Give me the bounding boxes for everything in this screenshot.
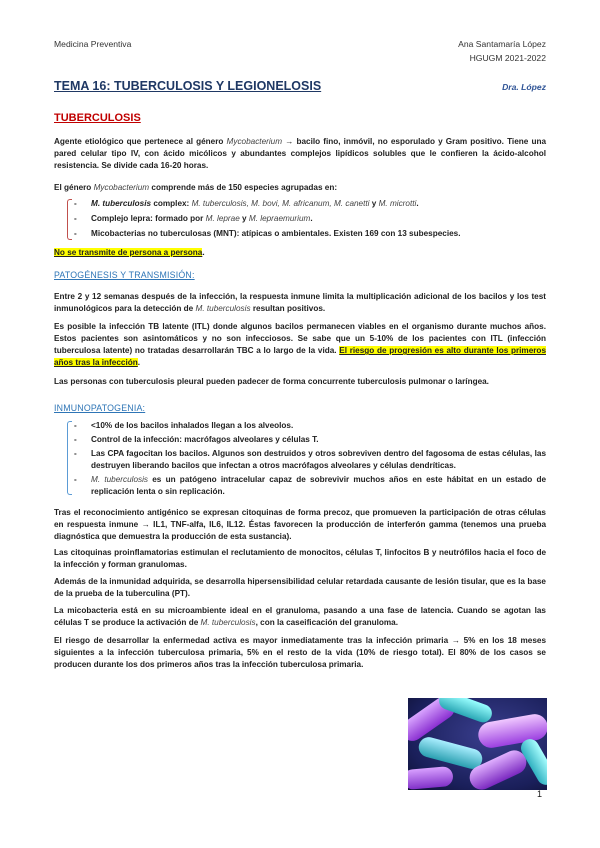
text-run: Entre 2 y 12 semanas después de la infección, la respuesta inmune limita la multiplicación adicional de los bacilos y los test inmunológicos para la detección de xyxy=(54,292,546,314)
text-run: El riesgo de desarrollar la enfermedad activa es mayor inmediatamente tras la infección primaria → 5% en los 18 meses siguientes a la infección tuberculosa primaria, 5% en el resto de la vida (10% de riesgo total). El 80% de los casos se producen durante los dos primeros años tras la infección tuberculosa primaria. xyxy=(54,636,546,670)
text-run: y xyxy=(369,199,379,208)
text-run: . xyxy=(137,358,141,368)
italic-text: M. tuberculosis xyxy=(195,304,251,314)
list-item xyxy=(70,420,546,432)
list-item xyxy=(70,448,546,472)
text-run: La micobacteria está en su microambiente ideal en el granuloma, pasando a una fase de latencia. Cuando se agotan las células T se produce la activación de xyxy=(54,606,546,628)
italic-text: M. tuberculosis xyxy=(200,618,256,628)
text-run: Control de la infección: macrófagos alveolares y células T. xyxy=(91,435,319,445)
highlighted-text: No se transmite de persona a persona xyxy=(54,248,203,257)
section-heading: TUBERCULOSIS xyxy=(54,112,141,124)
list-item xyxy=(70,474,546,498)
italic-text: M. tuberculosis, M. bovi, M. africanum, M. canetti xyxy=(191,199,370,208)
text-run: complex: xyxy=(151,199,192,208)
italic-text: Mycobacterium xyxy=(93,183,150,192)
list-item xyxy=(70,228,546,240)
list-item xyxy=(70,198,546,210)
page-number: 1 xyxy=(537,789,543,799)
text-run: Complejo lepra: formado por xyxy=(91,214,206,224)
italic-text: M. tuberculosis xyxy=(91,475,149,485)
subheading-text: PATOGÉNESIS Y TRANSMISIÓN xyxy=(54,270,192,280)
paragraph xyxy=(54,182,546,194)
species-list xyxy=(70,198,546,243)
text-run: → bacilo fino, inmóvil, no esporulado y Gram positivo. Tiene una pared celular tipo IV, con ácido micólicos y abundantes complejos lipídicos solubles que le confieren la ácido-alcohol resistencia. Se divide cada 16-20 horas. xyxy=(54,137,546,171)
list-item xyxy=(70,434,546,446)
text-run: resultan positivos. xyxy=(250,304,326,314)
italic-text: M. microtti xyxy=(378,199,417,208)
text-run: El género xyxy=(54,183,94,192)
lecturer: Dra. López xyxy=(502,82,546,92)
italic-text: M. leprae xyxy=(205,214,240,224)
text-run: comprende más de 150 especies agrupadas en: xyxy=(149,183,338,192)
paragraph xyxy=(54,547,546,571)
paragraph xyxy=(54,605,546,629)
inmuno-list xyxy=(70,420,546,502)
list-item xyxy=(70,213,546,225)
subheading-text: INMUNOPATOGENIA xyxy=(54,403,143,413)
text-run: Es posible la infección TB latente (ITL) donde algunos bacilos permanecen viables en el organismo durante muchos años. Estos pacientes son asintomáticos y no son infecciosos. Se sabe que un 5-10% de los pacientes con ITL (infección tuberculosa latente) no tratadas desarrollarán TBC a lo largo de la vida. xyxy=(54,322,546,356)
bacteria-image xyxy=(408,698,547,790)
paragraph xyxy=(54,136,546,172)
text-run: Las citoquinas proinflamatorias estimulan el reclutamiento de monocitos, células T, linfocitos B y neutrófilos hacia el foco de la infección y forman granulomas. xyxy=(54,548,546,570)
text-run: , con la caseificación del granuloma. xyxy=(255,618,399,628)
italic-text: Mycobacterium xyxy=(226,137,283,146)
text-run: Tras el reconocimiento antigénico se expresan citoquinas de forma precoz, que promueven la participación de otras células en respuesta inmune → IL1, TNF-alfa, IL6, IL12. Éstas favorecen la producción de interferón gamma (tenemos una prueba diagnóstica que demuestra la producción de esta sustancia). xyxy=(54,508,546,542)
text-run: . xyxy=(416,199,419,208)
text-run: <10% de los bacilos inhalados llegan a los alveolos. xyxy=(91,421,294,430)
text-run: y xyxy=(239,214,249,224)
subheading-inmunopatogenia: INMUNOPATOGENIA: xyxy=(54,403,146,413)
italic-text: M. lepraemurium xyxy=(248,214,311,224)
subheading-patogenesis: PATOGÉNESIS Y TRANSMISIÓN: xyxy=(54,270,195,280)
paragraph xyxy=(54,291,546,315)
header-author: Ana Santamaría López xyxy=(458,39,546,49)
text-run: Micobacterias no tuberculosas (MNT): atípicas o ambientales. Existen 169 con 13 subespecies. xyxy=(91,229,461,239)
highlight-note xyxy=(54,247,546,259)
paragraph xyxy=(54,576,546,600)
header-subject: Medicina Preventiva xyxy=(54,39,132,49)
italic-text: M. tuberculosis xyxy=(91,199,152,208)
highlighted-text: El riesgo de progresión es alto durante los primeros años tras la infección xyxy=(54,346,546,368)
paragraph xyxy=(54,376,546,388)
page-title: TEMA 16: TUBERCULOSIS Y LEGIONELOSIS xyxy=(54,79,322,93)
text-run: es un patógeno intracelular capaz de sobrevivir muchos años en este hábitat en un estado de replicación lenta o sin replicación. xyxy=(91,475,546,497)
paragraph xyxy=(54,635,546,671)
text-run: Agente etiológico que pertenece al género xyxy=(54,137,227,146)
text-run: Las CPA fagocitan los bacilos. Algunos son destruidos y otros sobreviven dentro del fagosoma de estas células, las destruyen liberando bacilos que infectan a otros macrófagos alveolares y células dendríticas. xyxy=(91,449,546,471)
header-institution: HGUGM 2021-2022 xyxy=(469,53,546,63)
text-run: . xyxy=(202,248,205,257)
text-run: Las personas con tuberculosis pleural pueden padecer de forma concurrente tuberculosis pulmonar o laríngea. xyxy=(54,377,489,386)
text-run: . xyxy=(310,214,313,224)
text-run: Además de la inmunidad adquirida, se desarrolla hipersensibilidad celular retardada causante de lesión tisular, que es la base de la prueba de la tuberculina (PT). xyxy=(54,577,546,599)
paragraph xyxy=(54,507,546,543)
paragraph xyxy=(54,321,546,369)
